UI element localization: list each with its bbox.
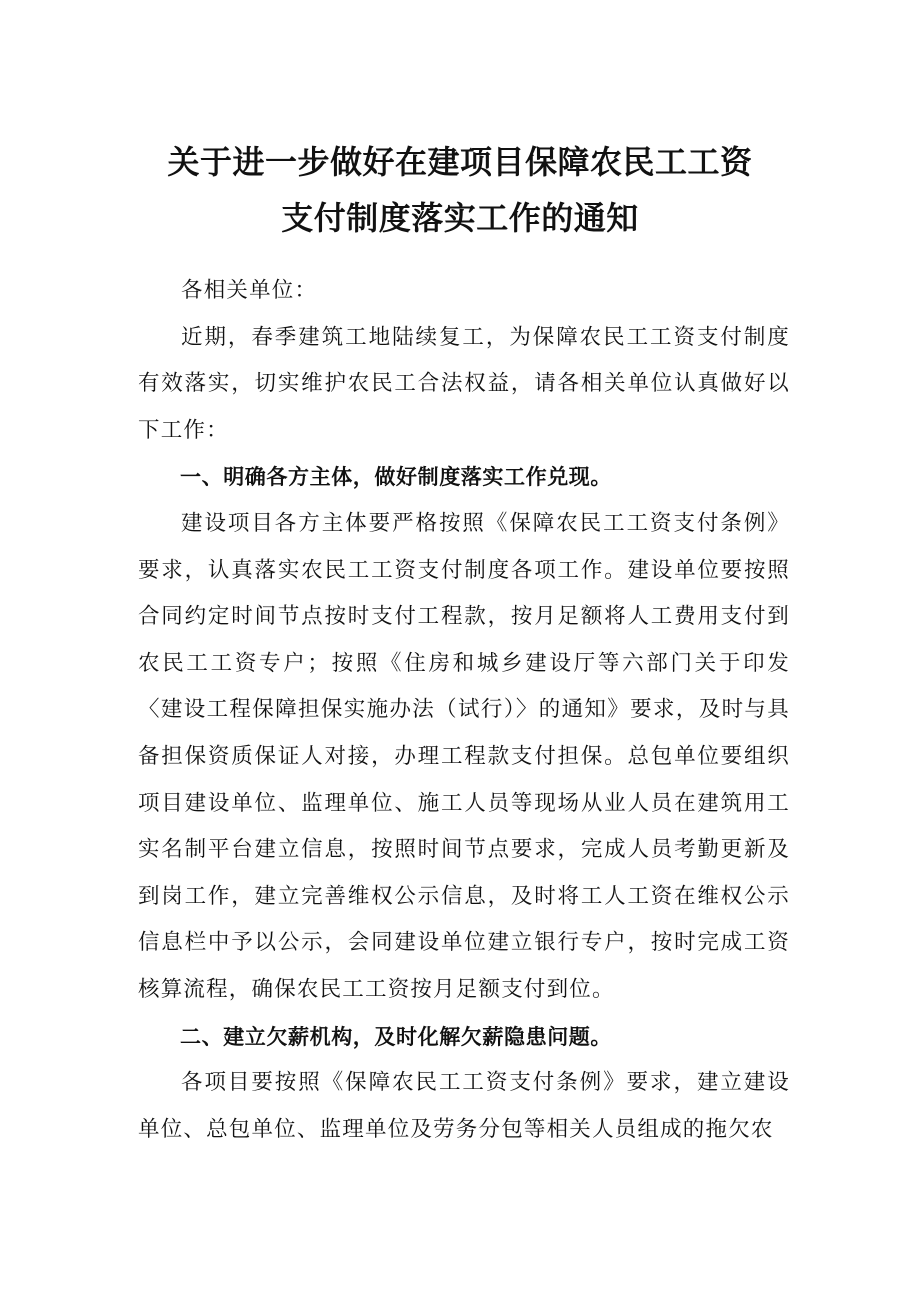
- section-2-paragraph: 各项目要按照《保障农民工工资支付条例》要求，建立建设单位、总包单位、监理单位及劳务分包等相关人员组成的拖欠农: [138, 1070, 790, 1142]
- section-1-heading: 一、明确各方主体，做好制度落实工作兑现。: [180, 465, 612, 490]
- section-1-paragraph: 建设项目各方主体要严格按照《保障农民工工资支付条例》要求，认真落实农民工工资支付制度各项工作。建设单位要按照合同约定时间节点按时支付工程款，按月足额将人工费用支付到农民工工资专户；按照《住房和城乡建设厅等六部门关于印发〈建设工程保障担保实施办法（试行）〉的通知》要求，及时与具备担保资质保证人对接，办理工程款支付担保。总包单位要组织项目建设单位、监理单位、施工人员等现场从业人员在建筑用工实名制平台建立信息，按照时间节点要求，完成人员考勤更新及到岗工作，建立完善维权公示信息，及时将工人工资在维权公示信息栏中予以公示，会同建设单位建立银行专户，按时完成工资核算流程，确保农民工工资按月足额支付到位。: [138, 510, 790, 1002]
- intro-paragraph: 近期，春季建筑工地陆续复工，为保障农民工工资支付制度有效落实，切实维护农民工合法权益，请各相关单位认真做好以下工作：: [138, 324, 790, 443]
- document-title-line-2: 支付制度落实工作的通知: [281, 199, 639, 237]
- section-2-heading: 二、建立欠薪机构，及时化解欠薪隐患问题。: [180, 1024, 612, 1049]
- document-body: [138, 268, 790, 1153]
- document-title-line-1: 关于进一步做好在建项目保障农民工工资: [167, 143, 753, 181]
- salutation: 各相关单位：: [181, 278, 318, 303]
